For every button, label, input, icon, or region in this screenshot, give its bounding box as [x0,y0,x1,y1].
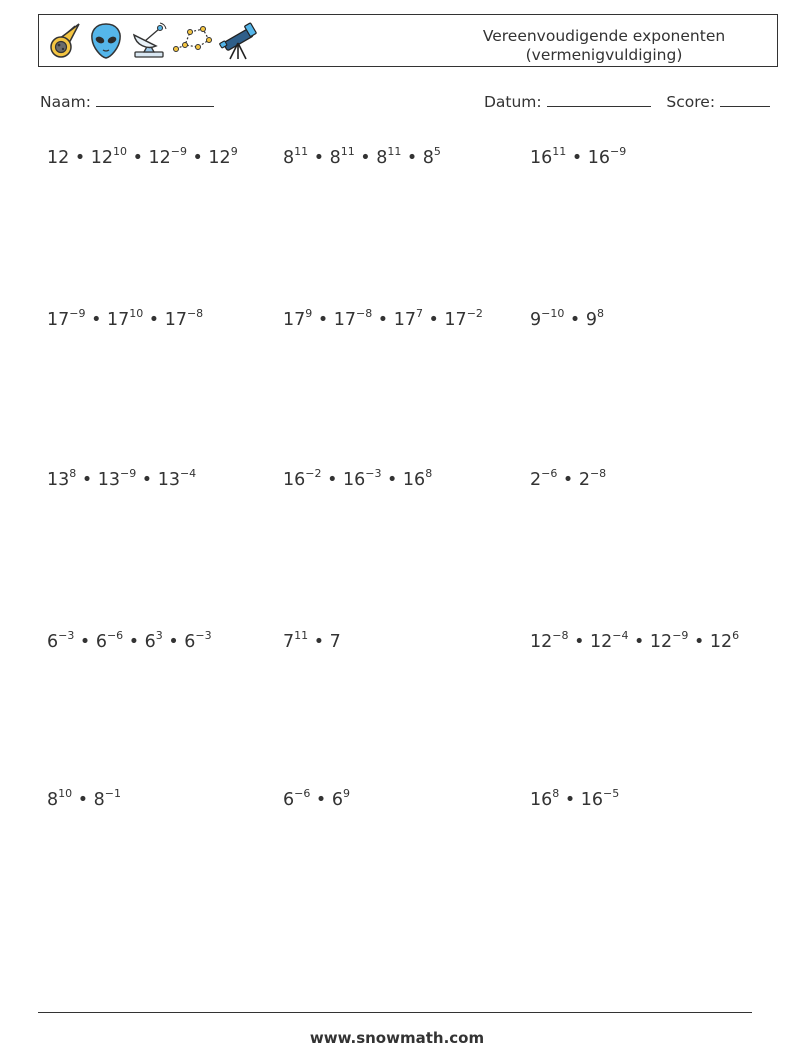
term-exponent: −2 [305,467,322,480]
term-base: 6 [184,631,196,652]
multiply-operator: • [628,631,650,652]
problem-item [47,308,203,330]
term-base: 9 [530,309,542,330]
problem-item [530,468,606,490]
date-label: Datum: [483,93,542,111]
term-base: 12 [709,631,733,652]
date-blank[interactable] [547,105,651,107]
multiply-operator: • [566,147,588,168]
term-base: 12 [47,147,70,168]
term-base: 13 [157,469,180,490]
multiply-operator: • [308,147,330,168]
problem-item [530,630,739,652]
problem-item [283,308,483,330]
term-exponent: 10 [113,145,128,158]
multiply-operator: • [321,469,343,490]
term-base: 17 [47,309,70,330]
alien-icon [87,21,125,61]
term-base: 6 [95,631,107,652]
multiply-operator: • [85,309,107,330]
term-exponent: 9 [342,787,350,800]
term-base: 12 [208,147,231,168]
term-exponent: 8 [425,467,433,480]
term-base: 12 [530,631,553,652]
name-label: Naam: [40,93,91,111]
term-base: 16 [402,469,426,490]
telescope-icon [217,21,259,61]
term-exponent: 3 [155,629,163,642]
term-base: 16 [530,147,553,168]
term-base: 6 [144,631,156,652]
multiply-operator: • [72,789,94,810]
term-exponent: 7 [415,307,423,320]
term-exponent: 10 [129,307,144,320]
problem-item [530,788,619,810]
title-line-1: Vereenvoudigende exponenten [482,27,726,45]
term-exponent: 6 [732,629,740,642]
term-base: 8 [93,789,105,810]
term-exponent: −9 [170,145,187,158]
multiply-operator: • [372,309,394,330]
term-exponent: −8 [552,629,569,642]
problem-item [530,146,626,168]
multiply-operator: • [559,789,581,810]
problem-item [283,146,441,168]
term-exponent: 11 [294,145,309,158]
multiply-operator: • [557,469,579,490]
term-base: 12 [90,147,114,168]
multiply-operator: • [308,631,330,652]
term-base: 17 [283,309,306,330]
problem-item [47,146,238,168]
problem-item [530,308,604,330]
term-base: 16 [530,789,553,810]
term-exponent: 11 [340,145,355,158]
term-base: 6 [331,789,343,810]
term-base: 8 [329,147,341,168]
multiply-operator: • [422,309,445,330]
term-exponent: −9 [69,307,86,320]
term-exponent: −8 [356,307,373,320]
score-blank[interactable] [720,105,770,107]
name-field [40,93,214,111]
term-base: 16 [580,789,604,810]
term-base: 17 [444,309,467,330]
multiply-operator: • [688,631,710,652]
term-exponent: −5 [603,787,620,800]
footer-url: www.snowmath.com [309,1029,485,1047]
multiply-operator: • [186,147,209,168]
title-line-2: (vermenigvuldiging) [525,46,683,64]
multiply-operator: • [568,631,590,652]
worksheet-title [439,27,769,65]
term-exponent: −3 [365,467,382,480]
multiply-operator: • [123,631,145,652]
term-exponent: 5 [433,145,441,158]
date-score-fields [484,93,770,111]
term-exponent: 8 [596,307,604,320]
multiply-operator: • [136,469,158,490]
term-base: 8 [283,147,295,168]
term-exponent: 10 [58,787,73,800]
term-exponent: 11 [387,145,402,158]
term-exponent: −9 [120,467,137,480]
term-exponent: −1 [104,787,121,800]
name-blank[interactable] [96,105,214,107]
footer-divider [38,1012,752,1013]
term-base: 7 [329,631,341,652]
term-exponent: 8 [69,467,77,480]
multiply-operator: • [381,469,403,490]
term-base: 16 [587,147,611,168]
problem-item [47,630,212,652]
term-exponent: −9 [672,629,689,642]
problem-item [283,630,341,652]
multiply-operator: • [76,469,98,490]
multiply-operator: • [354,147,377,168]
multiply-operator: • [312,309,334,330]
constellation-icon [173,21,213,61]
term-base: 8 [422,147,434,168]
term-base: 12 [589,631,613,652]
score-label: Score: [666,93,716,111]
multiply-operator: • [564,309,586,330]
term-exponent: 8 [552,787,560,800]
term-exponent: −9 [610,145,627,158]
term-exponent: 9 [230,145,238,158]
multiply-operator: • [310,789,332,810]
term-exponent: 11 [552,145,567,158]
term-base: 9 [585,309,597,330]
term-exponent: −3 [195,629,212,642]
term-base: 2 [578,469,590,490]
term-base: 17 [333,309,357,330]
term-exponent: −6 [106,629,124,642]
term-exponent: 9 [305,307,313,320]
term-base: 8 [47,789,59,810]
term-base: 6 [283,789,295,810]
term-base: 2 [530,469,542,490]
term-exponent: −10 [541,307,565,320]
term-base: 16 [283,469,306,490]
multiply-operator: • [69,147,91,168]
multiply-operator: • [401,147,423,168]
multiply-operator: • [127,147,149,168]
term-base: 6 [47,631,59,652]
term-base: 17 [393,309,416,330]
term-base: 13 [47,469,70,490]
term-exponent: −2 [466,307,483,320]
term-exponent: −4 [612,629,629,642]
term-exponent: −3 [58,629,75,642]
worksheet-header [38,14,778,67]
problem-item [47,788,121,810]
term-base: 8 [376,147,388,168]
term-base: 17 [164,309,187,330]
term-exponent: −6 [541,467,558,480]
problem-item [47,468,196,490]
multiply-operator: • [162,631,185,652]
problem-item [283,468,432,490]
term-base: 12 [148,147,171,168]
term-exponent: 11 [294,629,309,642]
problem-item [283,788,350,810]
term-base: 13 [97,469,121,490]
comet-icon [45,21,83,61]
multiply-operator: • [74,631,96,652]
multiply-operator: • [143,309,165,330]
term-base: 17 [106,309,130,330]
satellite-dish-icon [129,21,169,61]
term-base: 7 [283,631,295,652]
term-exponent: −8 [589,467,607,480]
term-exponent: −8 [186,307,204,320]
term-base: 12 [649,631,673,652]
term-exponent: −4 [179,467,197,480]
term-base: 16 [342,469,366,490]
header-icons [45,19,259,63]
term-exponent: −6 [294,787,311,800]
